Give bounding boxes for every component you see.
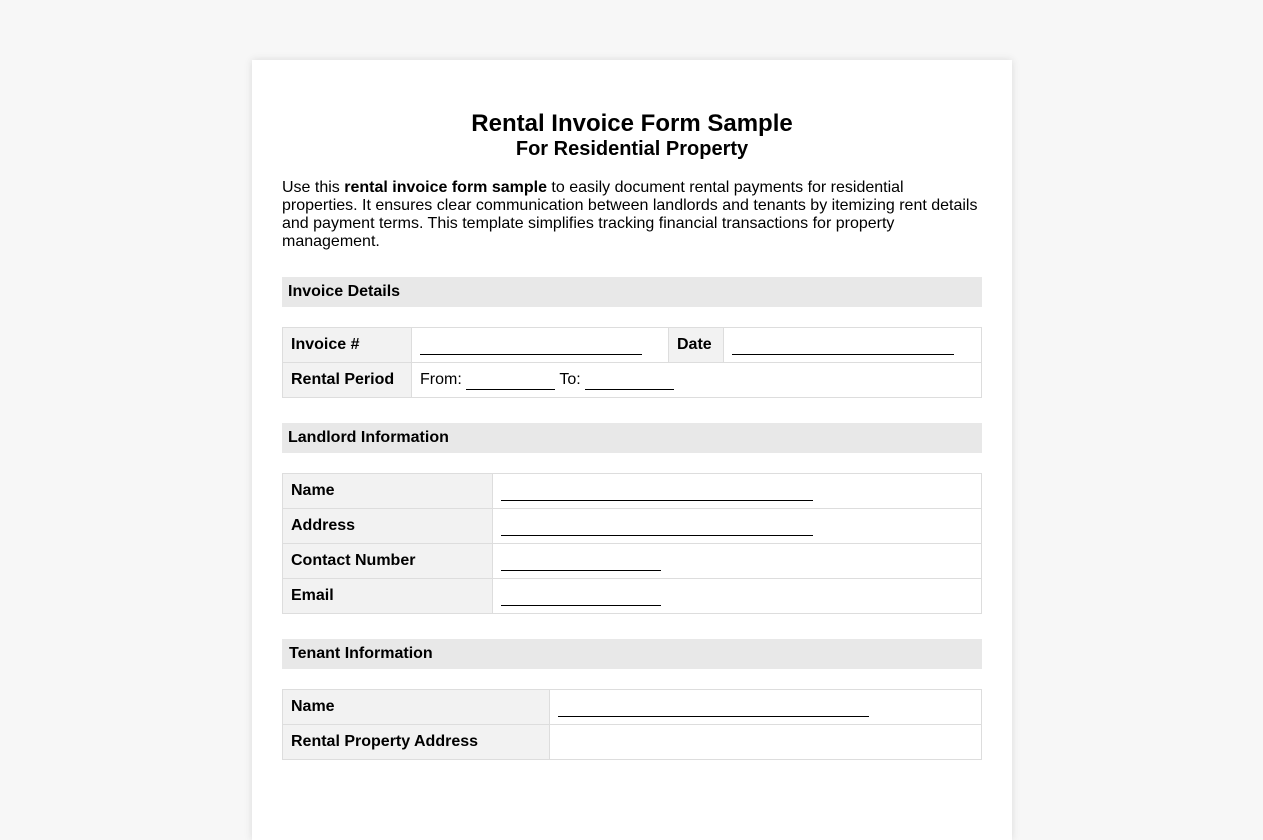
to-label: To: bbox=[559, 370, 581, 388]
from-label: From: bbox=[420, 370, 462, 388]
page-title: Rental Invoice Form Sample bbox=[471, 110, 793, 137]
to-field[interactable] bbox=[585, 371, 674, 390]
intro-text: to easily document rental payments for residential properties. It ensures clear communication between landlords and tenants by itemizing rent details and payment terms. This template simplifies tracking financial transactions for property management. bbox=[282, 179, 978, 250]
date-field[interactable] bbox=[732, 336, 954, 355]
table-row bbox=[283, 363, 982, 398]
table-row bbox=[283, 328, 982, 363]
invoice-number-field[interactable] bbox=[420, 336, 642, 355]
landlord-address-label: Address bbox=[283, 509, 493, 544]
document-page bbox=[252, 60, 1012, 840]
landlord-email-label: Email bbox=[283, 579, 493, 614]
table-row bbox=[283, 509, 982, 544]
invoice-number-label: Invoice # bbox=[283, 328, 412, 363]
tenant-address-label: Rental Property Address bbox=[283, 725, 550, 760]
landlord-address-field[interactable] bbox=[501, 517, 813, 536]
from-field[interactable] bbox=[466, 371, 555, 390]
table-row bbox=[283, 474, 982, 509]
date-label: Date bbox=[669, 328, 724, 363]
tenant-table bbox=[282, 689, 982, 760]
date-cell bbox=[724, 328, 982, 363]
table-row bbox=[283, 544, 982, 579]
invoice-number-cell bbox=[412, 328, 669, 363]
rental-period-cell bbox=[412, 363, 982, 398]
landlord-email-field[interactable] bbox=[501, 587, 661, 606]
section-invoice-details: Invoice Details bbox=[282, 277, 982, 307]
table-row bbox=[283, 725, 982, 760]
invoice-table bbox=[282, 327, 982, 398]
tenant-name-label: Name bbox=[283, 690, 550, 725]
tenant-name-field[interactable] bbox=[558, 698, 869, 717]
landlord-name-label: Name bbox=[283, 474, 493, 509]
landlord-name-field[interactable] bbox=[501, 482, 813, 501]
landlord-table bbox=[282, 473, 982, 614]
intro-bold: rental invoice form sample bbox=[344, 179, 547, 196]
landlord-contact-label: Contact Number bbox=[283, 544, 493, 579]
intro-text: Use this bbox=[282, 179, 345, 196]
table-row bbox=[283, 690, 982, 725]
page-subtitle: For Residential Property bbox=[515, 138, 749, 160]
rental-period-label: Rental Period bbox=[283, 363, 412, 398]
tenant-address-cell[interactable] bbox=[550, 725, 982, 760]
landlord-contact-field[interactable] bbox=[501, 552, 661, 571]
table-row bbox=[283, 579, 982, 614]
intro-paragraph bbox=[282, 179, 982, 251]
section-landlord-information: Landlord Information bbox=[282, 423, 982, 453]
section-tenant-information: Tenant Information bbox=[282, 639, 982, 669]
